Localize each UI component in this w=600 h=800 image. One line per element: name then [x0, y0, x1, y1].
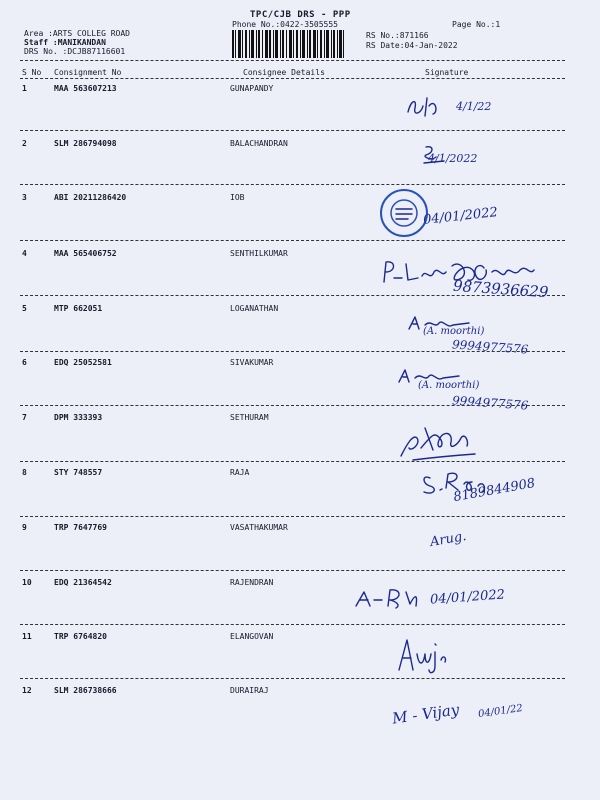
- row-sno: 5: [22, 304, 27, 313]
- row-consignment: MAA 565406752: [54, 249, 117, 258]
- row-sno: 12: [22, 686, 32, 695]
- signature-row-7: [395, 420, 485, 465]
- row-sno: 2: [22, 139, 27, 148]
- row-sno: 6: [22, 358, 27, 367]
- row-consignee: BALACHANDRAN: [230, 139, 288, 148]
- col-consignee: Consignee Details: [243, 68, 325, 77]
- row-consignee: RAJA: [230, 468, 250, 477]
- row-divider: [20, 624, 565, 625]
- signature-text: M - Vijay: [391, 700, 461, 728]
- row-consignment: MTP 662051: [54, 304, 103, 313]
- row-consignee: DURAIRAJ: [230, 686, 269, 695]
- row-consignment: SLM 286794098: [54, 139, 117, 148]
- row-consignee: GUNAPANDY: [230, 84, 274, 93]
- row-consignment: TRP 7647769: [54, 523, 107, 532]
- signature-date: 4/1/2022: [428, 152, 478, 165]
- row-consignment: STY 748557: [54, 468, 103, 477]
- row-consignee: SETHURAM: [230, 413, 269, 422]
- signature-date: 04/01/2022: [422, 205, 499, 228]
- row-divider: [20, 130, 565, 131]
- signature-name: (A. moorthi): [423, 326, 485, 337]
- row-consignee: SENTHILKUMAR: [230, 249, 288, 258]
- row-consignment: ABI 20211286420: [54, 193, 127, 202]
- row-consignee: VASATHAKUMAR: [230, 523, 288, 532]
- signature-row-10: [352, 586, 432, 610]
- row-consignment: SLM 286738666: [54, 686, 117, 695]
- signature-date: 4/1/22: [456, 100, 492, 113]
- row-consignee: ELANGOVAN: [230, 632, 274, 641]
- row-sno: 4: [22, 249, 27, 258]
- document-title: TPC/CJB DRS - PPP: [250, 10, 351, 20]
- row-sno: 9: [22, 523, 27, 532]
- col-signature: Signature: [425, 68, 469, 77]
- page-number: Page No.:1: [452, 20, 501, 29]
- signature-phone: 8189844908: [452, 475, 537, 506]
- staff-label: Staff :MANIKANDAN: [24, 38, 106, 47]
- row-divider: [20, 240, 565, 241]
- phone-number: Phone No.:0422-3505555: [232, 20, 338, 29]
- row-sno: 8: [22, 468, 27, 477]
- rs-date: RS Date:04-Jan-2022: [366, 41, 458, 50]
- barcode: [232, 30, 344, 58]
- col-consignment: Consignment No: [54, 68, 122, 77]
- signature-text: Arug.: [428, 528, 468, 551]
- row-consignee: SIVAKUMAR: [230, 358, 274, 367]
- rs-number: RS No.:871166: [366, 31, 429, 40]
- row-divider: [20, 184, 565, 185]
- col-sno: S No: [22, 68, 42, 77]
- row-consignment: MAA 563607213: [54, 84, 117, 93]
- row-consignee: IOB: [230, 193, 245, 202]
- row-sno: 10: [22, 578, 32, 587]
- area-label: Area :ARTS COLLEG ROAD: [24, 29, 130, 38]
- signature-name: (A. moorthi): [418, 380, 480, 391]
- signature-phone: 9873936629: [452, 276, 549, 302]
- row-sno: 7: [22, 413, 27, 422]
- signature-date: 04/01/2022: [429, 587, 506, 608]
- row-consignee: RAJENDRAN: [230, 578, 274, 587]
- signature-phone: 9994977576: [451, 393, 529, 413]
- row-divider: [20, 516, 565, 517]
- header-divider: [20, 60, 565, 61]
- drs-number: DRS No. :DCJB87116601: [24, 47, 126, 56]
- row-consignee: LOGANATHAN: [230, 304, 279, 313]
- row-sno: 11: [22, 632, 32, 641]
- signature-row-11: [395, 636, 455, 676]
- row-sno: 3: [22, 193, 27, 202]
- row-divider: [20, 678, 565, 679]
- row-consignment: DPM 333393: [54, 413, 103, 422]
- signature-date: 04/01/22: [477, 702, 524, 721]
- signature-phone: 9994977576: [451, 337, 529, 357]
- row-sno: 1: [22, 84, 27, 93]
- row-consignment: EDQ 25052581: [54, 358, 112, 367]
- row-consignment: EDQ 21364542: [54, 578, 112, 587]
- row-divider: [20, 570, 565, 571]
- row-consignment: TRP 6764820: [54, 632, 107, 641]
- header-divider: [20, 78, 565, 79]
